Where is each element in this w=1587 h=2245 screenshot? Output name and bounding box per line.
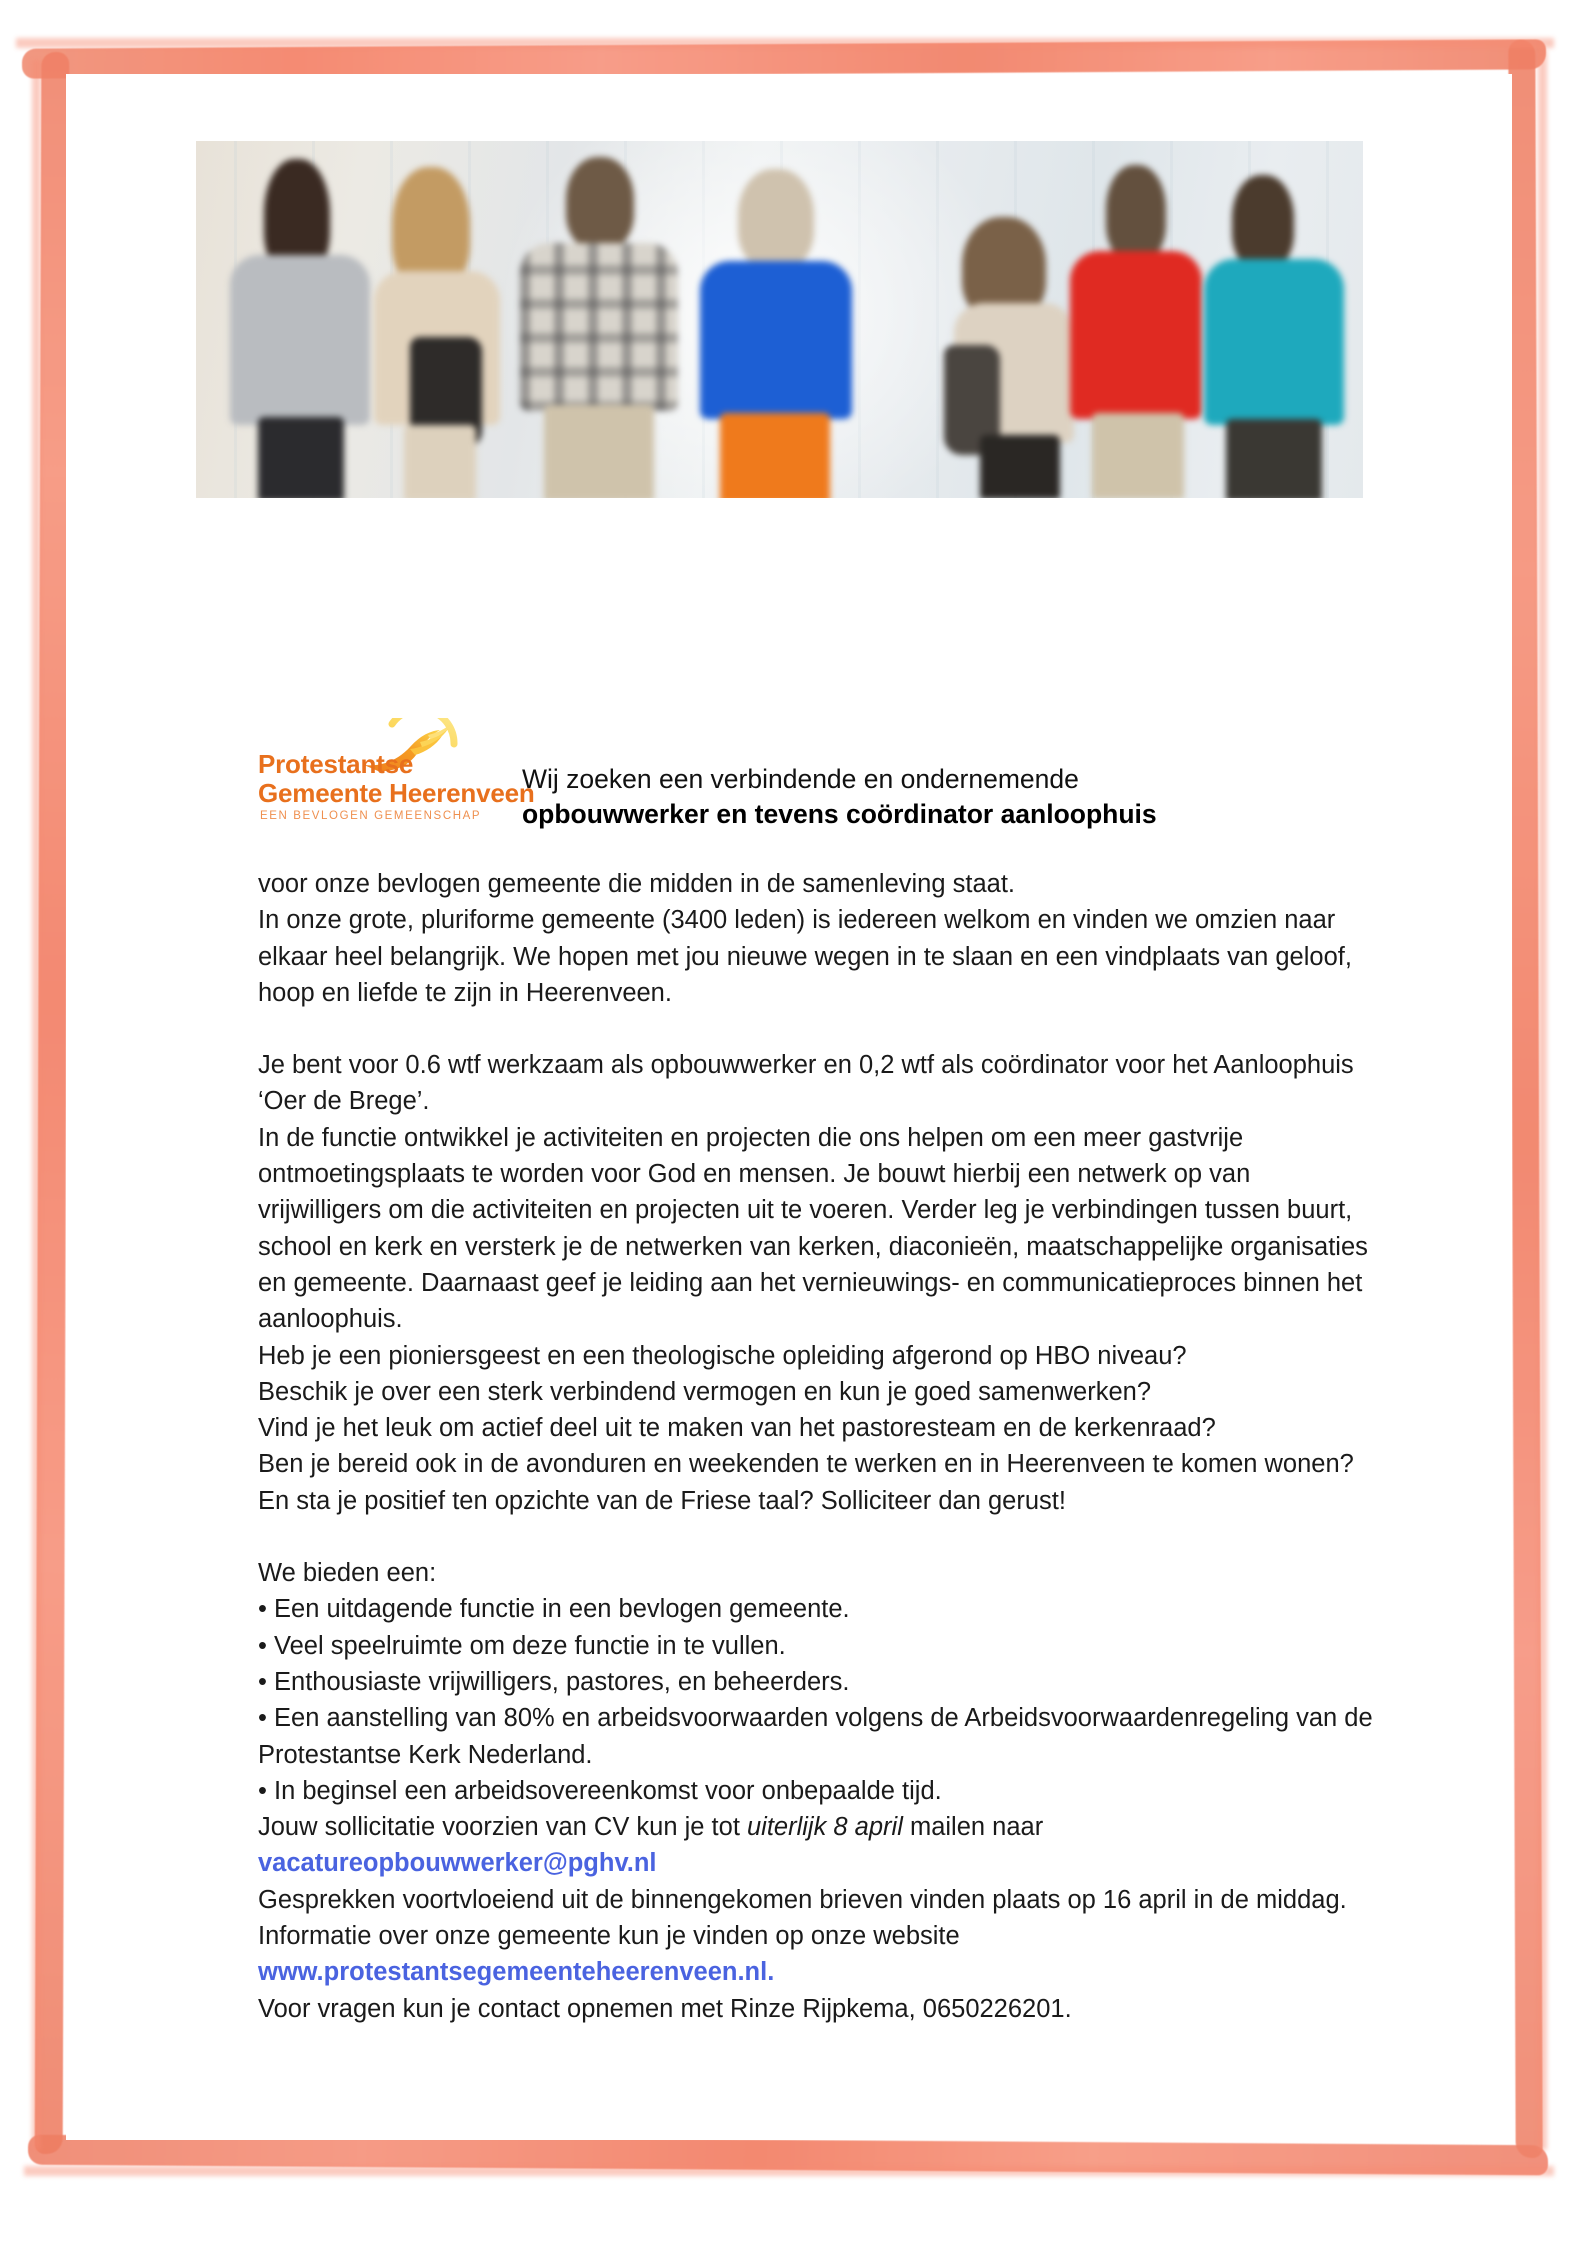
headline-line-2: opbouwwerker en tevens coördinator aanloophuis <box>522 799 1157 829</box>
offer-item-5: • In beginsel een arbeidsovereenkomst voor onbepaalde tijd. <box>258 1776 942 1805</box>
question-2: Beschik je over een sterk verbindend vermogen en kun je goed samenwerken? <box>258 1377 1152 1406</box>
headline <box>522 762 1322 831</box>
question-4: Ben je bereid ook in de avonduren en weekenden te werken en in Heerenveen te komen wonen? En sta je positief ten opzichte van de Friese taal? Solliciteer dan gerust! <box>258 1450 1354 1515</box>
role-line-2: In de functie ontwikkel je activiteiten en projecten die ons helpen om een meer gastvrije ontmoetingsplaats te worden voor God en mensen. Je bouwt hierbij een netwerk op van vrijwilligers om die activiteiten en projecten uit te voeren. Verder leg je verbindingen tussen buurt, school en kerk en versterk je de netwerken van kerken, diaconieën, maatschappelijke organisaties en gemeente. Daarnaast geef je leiding aan het vernieuwings- en communicatieproces binnen het aanloophuis. <box>258 1123 1368 1334</box>
headline-line-1: Wij zoeken een verbindende en ondernemende <box>522 764 1079 794</box>
border-fade-top <box>16 38 1554 48</box>
interview-info: Gesprekken voortvloeiend uit de binnengekomen brieven vinden plaats op 16 april in de middag. Informatie over onze gemeente kun je vinden op onze website <box>258 1885 1347 1951</box>
people-photo <box>196 141 1363 498</box>
role-line-1: Je bent voor 0.6 wtf werkzaam als opbouwwerker en 0,2 wtf als coördinator voor het Aanloophuis ‘Oer de Brege’. <box>258 1051 1354 1116</box>
apply-deadline-line <box>258 1809 1378 1845</box>
photo-figure-6 <box>1062 165 1208 498</box>
contact-info: Voor vragen kun je contact opnemen met Rinze Rijpkema, 0650226201. <box>258 1994 1072 2023</box>
logo-tagline: EEN BEVLOGEN GEMEENSCHAP <box>260 810 482 822</box>
logo-line-2: Gemeente Heerenveen <box>258 778 535 808</box>
apply-prefix: Jouw sollicitatie voorzien van CV kun je tot <box>258 1813 747 1842</box>
photo-figure-1 <box>222 159 382 498</box>
question-3: Vind je het leuk om actief deel uit te maken van het pastoresteam en de kerkenraad? <box>258 1414 1216 1443</box>
intro-line-2: In onze grote, pluriforme gemeente (3400 leden) is iedereen welkom en vinden we omzien naar elkaar heel belangrijk. We hopen met jou nieuwe wegen in te slaan en een vindplaats van geloof, hoop en liefde te zijn in Heerenveen. <box>258 906 1352 1007</box>
logo-line-1: Protestantse <box>258 749 414 779</box>
apply-deadline: uiterlijk 8 april <box>746 1813 903 1842</box>
apply-email-line <box>258 1845 1378 1881</box>
border-fade-left <box>32 60 41 2150</box>
application-email-link[interactable]: vacatureopbouwwerker@pghv.nl <box>258 1849 657 1878</box>
offer-heading: We bieden een: <box>258 1559 437 1588</box>
vacancy-body <box>258 866 1378 2027</box>
intro-line-1: voor onze bevlogen gemeente die midden in de samenleving staat. <box>258 870 1015 898</box>
question-1: Heb je een pioniersgeest en een theologische opleiding afgerond op HBO niveau? <box>258 1341 1187 1370</box>
photo-figure-4 <box>696 169 858 498</box>
paragraph-spacer-2 <box>258 1519 1378 1555</box>
photo-figure-2 <box>364 167 514 498</box>
apply-website-line <box>258 1954 1378 1990</box>
offer-item-3: • Enthousiaste vrijwilligers, pastores, en beheerders. <box>258 1667 850 1696</box>
organization-logo <box>258 724 535 822</box>
offer-item-4: • Een aanstelling van 80% en arbeidsvoorwaarden volgens de Arbeidsvoorwaardenregeling van de Protestantse Kerk Nederland. <box>258 1704 1373 1769</box>
paragraph-spacer-1 <box>258 1011 1378 1047</box>
border-fade-bottom <box>24 2166 1554 2176</box>
photo-figure-7 <box>1202 175 1348 498</box>
border-stroke-bottom <box>28 2135 1548 2176</box>
logo-wordmark <box>258 750 535 808</box>
border-stroke-left <box>35 52 70 2154</box>
photo-figure-3 <box>514 157 684 498</box>
apply-suffix: mailen naar <box>902 1813 1044 1842</box>
offer-item-2: • Veel speelruimte om deze functie in te vullen. <box>258 1631 786 1660</box>
border-stroke-top <box>22 39 1546 78</box>
border-stroke-right <box>1508 40 1542 2158</box>
border-fade-right <box>1538 50 1547 2150</box>
organization-website-link[interactable]: www.protestantsegemeenteheerenveen.nl. <box>258 1958 775 1987</box>
offer-item-1: • Een uitdagende functie in een bevlogen gemeente. <box>258 1595 850 1624</box>
